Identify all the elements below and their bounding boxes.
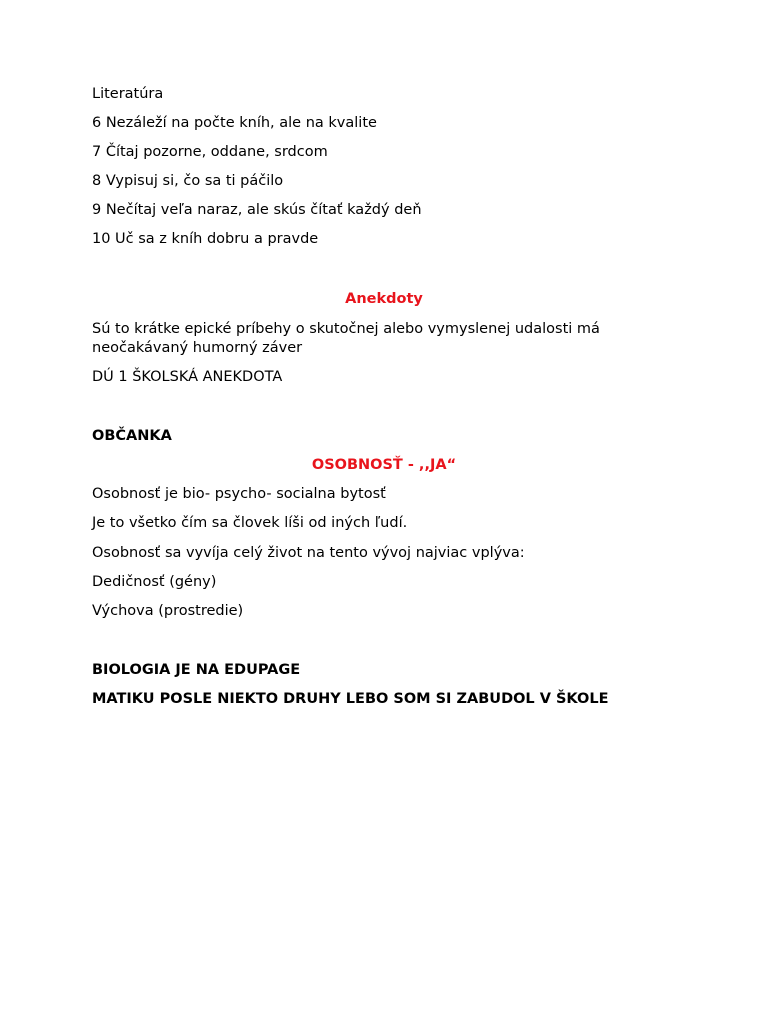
- osobnost-item-5: Výchova (prostredie): [92, 603, 244, 619]
- obcanka-heading: OBČANKA: [92, 428, 172, 444]
- note-biologia: BIOLOGIA JE NA EDUPAGE: [92, 662, 301, 678]
- literatura-item-10: 10 Uč sa z kníh dobru a pravde: [92, 231, 319, 247]
- osobnost-title: OSOBNOSŤ - ,,JA“: [311, 457, 457, 473]
- literatura-item-7: 7 Čítaj pozorne, oddane, srdcom: [92, 144, 328, 160]
- literatura-item-9: 9 Nečítaj veľa naraz, ale skús čítať každý deň: [92, 202, 422, 218]
- note-matika: MATIKU POSLE NIEKTO DRUHY LEBO SOM SI ZABUDOL V ŠKOLE: [92, 691, 609, 707]
- anekdoty-title: Anekdoty: [345, 291, 423, 307]
- literatura-item-8: 8 Vypisuj si, čo sa ti páčilo: [92, 173, 284, 189]
- osobnost-item-2: Je to všetko čím sa človek líši od iných ľudí.: [92, 515, 408, 531]
- osobnost-item-4: Dedičnosť (gény): [92, 574, 217, 590]
- literatura-item-6: 6 Nezáleží na počte kníh, ale na kvalite: [92, 115, 377, 131]
- osobnost-item-3: Osobnosť sa vyvíja celý život na tento vývoj najviac vplýva:: [92, 545, 525, 561]
- anekdoty-homework: DÚ 1 ŠKOLSKÁ ANEKDOTA: [92, 369, 283, 385]
- anekdoty-definition: Sú to krátke epické príbehy o skutočnej alebo vymyslenej udalosti má neočakávaný humorný záver: [92, 321, 600, 356]
- literatura-heading: Literatúra: [92, 86, 164, 102]
- osobnost-item-1: Osobnosť je bio- psycho- socialna bytosť: [92, 486, 386, 502]
